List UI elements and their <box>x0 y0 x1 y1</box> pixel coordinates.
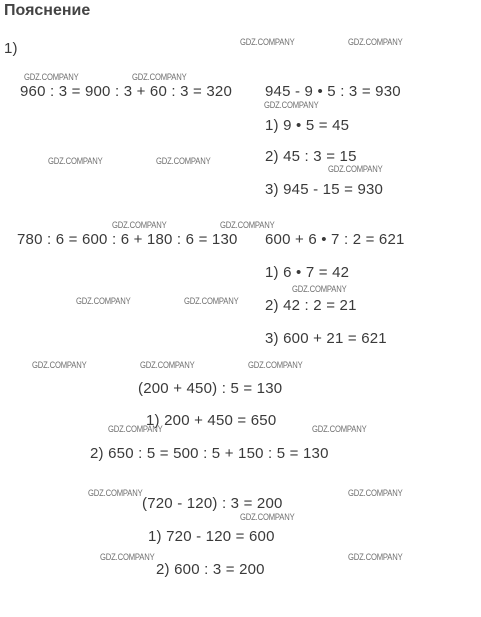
watermark: GDZ.COMPANY <box>112 220 167 230</box>
watermark: GDZ.COMPANY <box>292 284 347 294</box>
watermark: GDZ.COMPANY <box>100 552 155 562</box>
watermark: GDZ.COMPANY <box>248 360 303 370</box>
watermark: GDZ.COMPANY <box>348 37 403 47</box>
watermark: GDZ.COMPANY <box>328 164 383 174</box>
watermark: GDZ.COMPANY <box>240 512 295 522</box>
watermark: GDZ.COMPANY <box>184 296 239 306</box>
part-label: 1) <box>4 40 18 57</box>
watermark: GDZ.COMPANY <box>32 360 87 370</box>
equation-step: 3) 945 - 15 = 930 <box>265 181 384 198</box>
watermark: GDZ.COMPANY <box>140 360 195 370</box>
equation-step: 1) 720 - 120 = 600 <box>148 528 275 545</box>
watermark: GDZ.COMPANY <box>240 37 295 47</box>
equation-step: 2) 650 : 5 = 500 : 5 + 150 : 5 = 130 <box>90 445 329 462</box>
page-title: Пояснение <box>4 2 91 19</box>
equation-line: (720 - 120) : 3 = 200 <box>142 495 283 512</box>
watermark: GDZ.COMPANY <box>220 220 275 230</box>
watermark: GDZ.COMPANY <box>348 488 403 498</box>
watermark: GDZ.COMPANY <box>156 156 211 166</box>
equation-line: 600 + 6 • 7 : 2 = 621 <box>265 231 405 248</box>
equation-step: 1) 200 + 450 = 650 <box>146 412 277 429</box>
equation-line: (200 + 450) : 5 = 130 <box>138 380 283 397</box>
watermark: GDZ.COMPANY <box>24 72 79 82</box>
equation-step: 2) 600 : 3 = 200 <box>156 561 265 578</box>
watermark: GDZ.COMPANY <box>76 296 131 306</box>
equation-line: 960 : 3 = 900 : 3 + 60 : 3 = 320 <box>20 83 232 100</box>
equation-step: 1) 6 • 7 = 42 <box>265 264 350 281</box>
equation-step: 2) 45 : 3 = 15 <box>265 148 357 165</box>
equation-step: 1) 9 • 5 = 45 <box>265 117 350 134</box>
equation-line: 780 : 6 = 600 : 6 + 180 : 6 = 130 <box>17 231 238 248</box>
watermark: GDZ.COMPANY <box>312 424 367 434</box>
watermark: GDZ.COMPANY <box>348 552 403 562</box>
equation-step: 3) 600 + 21 = 621 <box>265 330 387 347</box>
watermark: GDZ.COMPANY <box>48 156 103 166</box>
watermark: GDZ.COMPANY <box>88 488 143 498</box>
watermark: GDZ.COMPANY <box>264 100 319 110</box>
watermark: GDZ.COMPANY <box>108 424 163 434</box>
equation-line: 945 - 9 • 5 : 3 = 930 <box>265 83 401 100</box>
watermark: GDZ.COMPANY <box>132 72 187 82</box>
equation-step: 2) 42 : 2 = 21 <box>265 297 357 314</box>
